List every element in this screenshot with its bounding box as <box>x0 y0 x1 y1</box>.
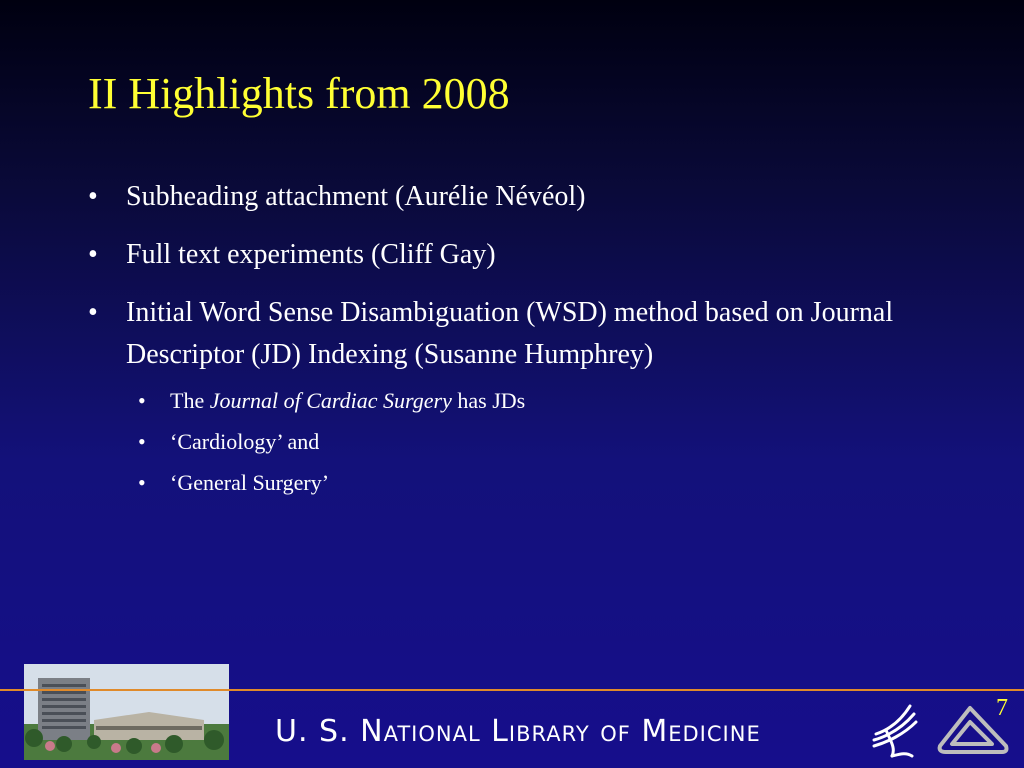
footer-org-name: U. S. National Library of Medicine <box>275 714 761 749</box>
bullet-item <box>88 292 948 376</box>
footer-rule <box>0 689 1024 691</box>
bullet-text: Initial Word Sense Disambiguation (WSD) method based on Journal Descriptor (JD) Indexing (Susanne Humphrey) <box>126 297 894 370</box>
sub-bullet-marker: • <box>138 470 146 495</box>
sub-bullet-item <box>138 427 948 457</box>
sub-bullet-marker: • <box>138 429 146 454</box>
sub-bullet-text: ‘Cardiology’ and <box>170 429 320 454</box>
bullet-marker: • <box>88 239 98 270</box>
bullet-list <box>88 176 948 509</box>
bullet-item <box>88 176 948 218</box>
slide-title: II Highlights from 2008 <box>88 69 510 118</box>
sub-bullet-item <box>138 386 948 416</box>
journal-title: Journal of Cardiac Surgery <box>209 388 452 413</box>
bullet-marker: • <box>88 181 98 212</box>
bullet-text: Subheading attachment (Aurélie Névéol) <box>126 181 586 212</box>
sub-bullet-text: ‘General Surgery’ <box>170 470 330 495</box>
bullet-text: Full text experiments (Cliff Gay) <box>126 239 496 270</box>
sub-bullet-suffix: has JDs <box>451 388 526 413</box>
nlm-building-photo <box>24 664 229 760</box>
bullet-marker: • <box>88 297 98 328</box>
hhs-eagle-icon <box>866 700 922 760</box>
sub-bullet-item <box>138 468 948 498</box>
sub-bullet-marker: • <box>138 388 146 413</box>
page-number: 7 <box>996 695 1008 721</box>
bullet-item <box>88 234 948 276</box>
sub-bullet-prefix: The <box>170 388 210 413</box>
